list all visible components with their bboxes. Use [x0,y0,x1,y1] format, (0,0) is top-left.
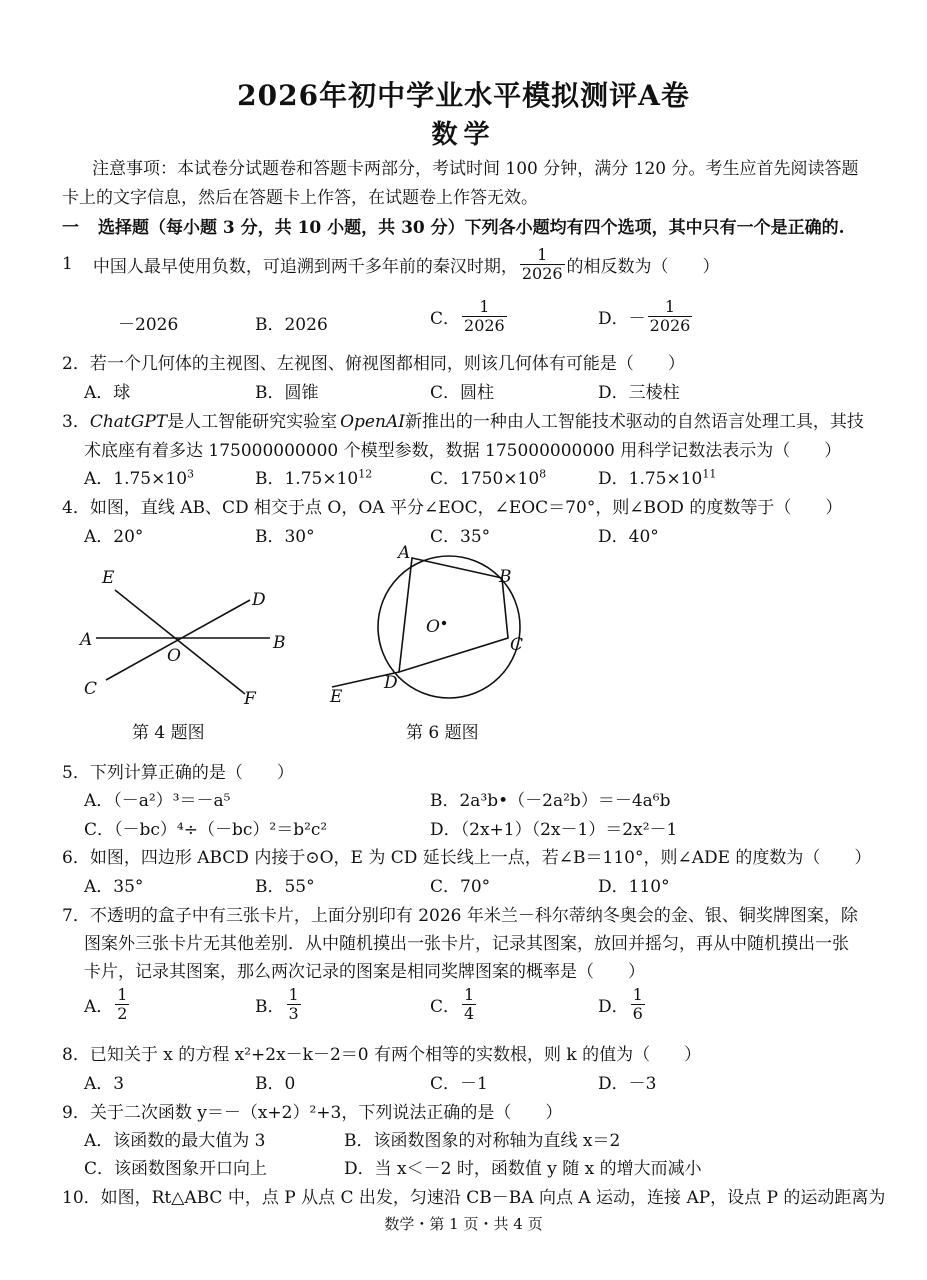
q8-option-c: C．－1 [430,1074,488,1094]
q9-option-b: B．该函数图象的对称轴为直线 x＝2 [344,1131,621,1151]
option-label: D．－ [598,308,646,329]
q6-option-c: C．70° [430,877,491,897]
question-7-line-1: 7．不透明的盒子中有三张卡片，上面分别印有 2026 年米兰－科尔蒂纳冬奥会的金、银、铜奖牌图案，除 [62,906,858,926]
question-1-number: 1 [62,254,73,275]
option-text: B．1.75×10 [255,469,359,489]
q7-option-b [255,986,303,1022]
fraction-denominator: 2026 [464,315,505,335]
option-label: D． [598,996,629,1017]
line-ef [115,590,245,694]
label-o: O [167,646,181,666]
question-3-text: 新推出的一种由人工智能技术驱动的自然语言处理工具，其技 [404,412,864,432]
q6-option-a: A．35° [84,877,144,897]
fraction-numerator: 1 [537,245,548,264]
option-label: C． [430,308,461,329]
fraction-numerator: 1 [464,985,475,1004]
q3-option-b [255,464,372,489]
exponent: 11 [702,467,717,481]
section-number: 一 [62,218,79,238]
figure-4-diagram [70,560,300,710]
q1-option-d [598,298,694,334]
q2-option-d: D．三棱柱 [598,383,680,403]
q8-option-d: D．－3 [598,1074,657,1094]
q5-option-b: B．2a³b•（－2a²b）＝－4a⁶b [430,791,671,811]
option-fraction [648,298,693,334]
option-fraction [462,986,476,1022]
exponent: 8 [539,467,547,481]
chatgpt-text: ChatGPT [89,412,168,432]
q3-option-d [598,464,716,489]
option-text: C．1750×10 [430,469,540,489]
label-e: E [330,687,343,707]
question-6: 6．如图，四边形 ABCD 内接于⊙O，E 为 CD 延长线上一点，若∠B＝110°，则∠ADE 的度数为（ ） [62,848,872,868]
section-heading: 选择题（每小题 3 分，共 10 小题，共 30 分）下列各小题均有四个选项，其中只有一个是正确的. [98,218,845,238]
question-3-line-1 [62,407,864,432]
q1-option-b: B．2026 [255,315,328,335]
question-3-line-2: 术底座有着多达 175000000000 个模型参数，数据 175000000000 用科学记数法表示为（ ） [84,441,842,461]
fraction-numerator: 1 [479,297,490,316]
label-c: C [510,635,524,655]
notice-line-2: 卡上的文字信息，然后在答题卡上作答，在试题卷上作答无效。 [62,188,538,208]
question-10: 10．如图，Rt△ABC 中，点 P 从点 C 出发，匀速沿 CB－BA 向点 A 运动，连接 AP，设点 P 的运动距离为 [62,1188,886,1208]
fraction-numerator: 1 [117,985,128,1004]
q1-option-a: －2026 [118,315,179,335]
center-dot [442,621,446,625]
fraction-denominator: 3 [288,1003,299,1023]
option-fraction [631,986,645,1022]
q7-option-c [430,986,478,1022]
label-a: A [80,630,93,650]
exponent: 12 [358,467,373,481]
label-b: B [499,567,512,587]
fraction-denominator: 4 [464,1003,475,1023]
option-label: C． [430,996,461,1017]
question-4: 4．如图，直线 AB、CD 相交于点 O，OA 平分∠EOC，∠EOC＝70°，则∠BOD 的度数等于（ ） [62,498,843,518]
question-7-line-2: 图案外三张卡片无其他差别．从中随机摸出一张卡片，记录其图案，放回并摇匀，再从中随机摸出一张 [84,934,849,954]
label-f: F [244,689,256,709]
q7-option-d [598,986,647,1022]
question-2: 2．若一个几何体的主视图、左视图、俯视图都相同，则该几何体有可能是（ ） [62,354,685,374]
quadrilateral-abcd [399,558,508,672]
label-e: E [102,568,115,588]
label-o: O [426,617,440,637]
q5-option-a: A．（－a²）³＝－a⁵ [84,791,231,811]
q9-option-c: C．该函数图象开口向上 [84,1159,268,1179]
label-d: D [384,673,398,693]
q1-option-c [430,298,509,334]
question-1-fraction [520,246,565,282]
question-8: 8．已知关于 x 的方程 x²+2x－k－2＝0 有两个相等的实数根，则 k 的值为（ ） [62,1045,702,1065]
subject-title: 数学 [431,120,496,150]
option-fraction [462,298,507,334]
figure-6-diagram [322,540,542,710]
q8-option-a: A．3 [84,1074,125,1094]
q2-option-a: A．球 [84,383,131,403]
exponent: 3 [187,467,195,481]
q9-option-d: D．当 x＜－2 时，函数值 y 随 x 的增大而减小 [344,1159,702,1179]
q2-option-b: B．圆锥 [255,383,319,403]
q4-option-d: D．40° [598,527,659,547]
q2-option-c: C．圆柱 [430,383,495,403]
line-cd [106,600,250,680]
q6-option-b: B．55° [255,877,315,897]
q9-option-a: A．该函数的最大值为 3 [84,1131,266,1151]
option-label: B． [255,996,285,1017]
figure-4-caption: 第 4 题图 [132,723,205,743]
openai-text: OpenAI [340,412,405,432]
option-text: D．1.75×10 [598,469,703,489]
page-footer: 数学・第 1 页・共 4 页 [384,1215,543,1233]
question-9: 9．关于二次函数 y＝－（x+2）²+3，下列说法正确的是（ ） [62,1103,563,1123]
question-3-text: 是人工智能研究实验室 [167,412,338,432]
q4-option-a: A．20° [84,527,144,547]
fraction-numerator: 1 [632,985,643,1004]
question-3-number: 3． [62,412,90,432]
question-1-pre: 中国人最早使用负数，可追溯到两千多年前的秦汉时期， [92,256,518,277]
exam-title: 2026年初中学业水平模拟测评A卷 [237,79,690,112]
option-fraction [287,986,301,1022]
q5-option-c: C．（－bc）⁴÷（－bc）²＝b²c² [84,820,328,840]
notice-line-1: 注意事项：本试卷分试题卷和答题卡两部分，考试时间 100 分钟，满分 120 分。考生应首先阅读答题 [92,159,859,179]
figure-6-caption: 第 6 题图 [406,723,479,743]
question-1-post: 的相反数为（ ） [566,256,720,277]
label-d: D [252,590,266,610]
option-text: A．1.75×10 [84,469,188,489]
question-7-line-3: 卡片，记录其图案，那么两次记录的图案是相同奖牌图案的概率是（ ） [84,962,645,982]
fraction-denominator: 2 [117,1003,128,1023]
fraction-numerator: 1 [288,985,299,1004]
label-b: B [273,633,286,653]
question-1 [62,246,720,282]
fraction-numerator: 1 [664,297,676,316]
q4-option-b: B．30° [255,527,315,547]
q6-option-d: D．110° [598,877,670,897]
q8-option-b: B．0 [255,1074,296,1094]
fraction-denominator: 2026 [649,315,691,335]
label-a: A [398,543,411,563]
option-label: A． [84,996,114,1017]
q3-option-a [84,464,194,489]
q3-option-c [430,464,546,489]
q4-option-c: C．35° [430,527,491,547]
fraction-denominator: 6 [632,1003,643,1023]
q7-option-a [84,986,131,1022]
q5-option-d: D．（2x+1）（2x－1）＝2x²－1 [430,820,678,840]
option-fraction [115,986,129,1022]
label-c: C [84,679,98,699]
fraction-denominator: 2026 [521,263,563,283]
question-5: 5．下列计算正确的是（ ） [62,763,294,783]
